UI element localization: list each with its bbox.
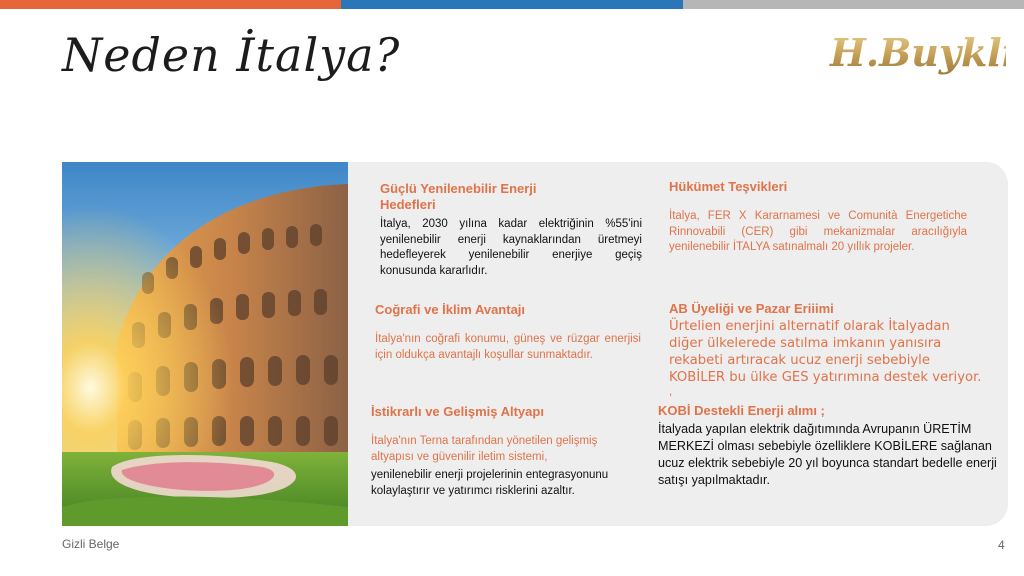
section-infrastructure bbox=[371, 404, 641, 499]
slide-title: Neden İtalya? bbox=[62, 28, 401, 82]
top-bar-blue-segment bbox=[341, 0, 682, 9]
geography-body: İtalya'nın coğrafi konumu, güneş ve rüzgar enerjisi için oldukça avantajlı koşullar sunmaktadır. bbox=[375, 333, 641, 361]
energy-targets-heading: Güçlü Yenilenebilir Enerji Hedefleri bbox=[380, 181, 537, 212]
sme-heading: KOBİ Destekli Enerji alımı ; bbox=[658, 403, 825, 418]
geography-heading: Coğrafi ve İklim Avantajı bbox=[375, 302, 526, 317]
brand-logo bbox=[826, 22, 1006, 84]
section-eu-market bbox=[669, 301, 985, 398]
incentives-body: İtalya, FER X Kararnamesi ve Comunità Energetiche Rinnovabili (CER) gibi mekanizmalar aracılığıyla yenilenebilir İTALYA satınalmalı 20 yıllık projeler. bbox=[669, 210, 967, 253]
section-sme bbox=[658, 403, 998, 489]
top-bar-gray-segment bbox=[683, 0, 1024, 9]
top-bar-orange-segment bbox=[0, 0, 341, 9]
top-color-bar bbox=[0, 0, 1024, 9]
logo-text: H.Buykli bbox=[830, 30, 1006, 75]
section-incentives bbox=[669, 179, 967, 256]
infrastructure-body-black: yenilenebilir enerji projelerinin entegrasyonunu kolaylaştırır ve yatırımcı risklerini azaltır. bbox=[371, 469, 609, 497]
footer-page-number: 4 bbox=[998, 538, 1005, 552]
eu-market-body: Ürtelien enerjini alternatif olarak İtalyadan diğer ülkelerede satılma imkanın yanısıra rekabeti artıracak ucuz enerji sebebiyle KOBİLER bu ülke GES yatırımına destek veriyor. bbox=[669, 319, 982, 385]
section-energy-targets bbox=[380, 181, 642, 279]
infrastructure-heading: İstikrarlı ve Gelişmiş Altyapı bbox=[371, 404, 544, 419]
footer-confidential-label: Gizli Belge bbox=[62, 537, 120, 551]
infrastructure-body-orange: İtalya'nın Terna tarafından yönetilen gelişmiş altyapısı ve güvenilir iletim sistemi, bbox=[371, 435, 598, 463]
energy-targets-body: İtalya, 2030 yılına kadar elektriğinin %55'ini yenilenebilir enerji kaynaklarından üretmeyi hedefleyerek yenilenebilir enerjiye geçiş konusunda kararlıdır. bbox=[380, 218, 642, 277]
section-geography bbox=[375, 302, 641, 363]
incentives-heading: Hükümet Teşvikleri bbox=[669, 179, 788, 194]
colosseum-photo bbox=[62, 162, 348, 526]
eu-market-mark: , bbox=[669, 386, 673, 398]
sme-body: İtalyada yapılan elektrik dağıtımında Avrupanın ÜRETİM MERKEZİ olması sebebiyle özelliklere KOBİLERE sağlanan ucuz elektrik sebebiyle 20 yıl boyunca standart bedelle enerji satışı yapılmaktadır. bbox=[658, 422, 997, 487]
eu-market-heading: AB Üyeliği ve Pazar Eriiimi bbox=[669, 301, 834, 316]
